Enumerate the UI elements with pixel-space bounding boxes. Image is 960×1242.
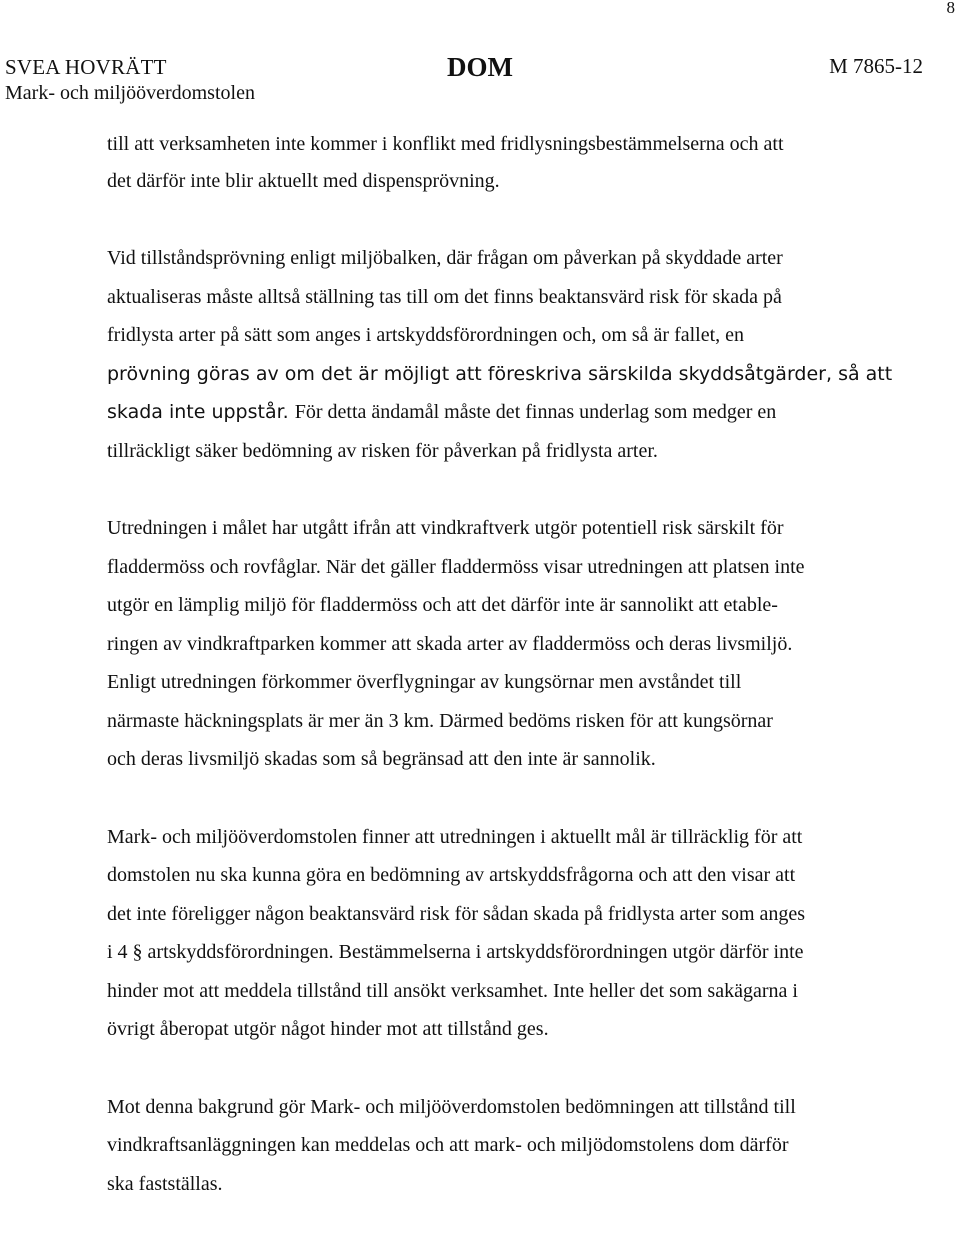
text-line <box>107 432 907 471</box>
text-line <box>107 702 907 741</box>
paragraph <box>107 239 907 470</box>
paragraph <box>107 126 907 200</box>
document-body <box>107 126 907 1242</box>
text-segment: det därför inte blir aktuellt med dispensprövning. <box>107 170 500 192</box>
text-segment: och deras livsmiljö skadas som så begränsad att den inte är sannolik. <box>107 748 656 770</box>
text-segment: Enligt utredningen förkommer överflygningar av kungsörnar men avståndet till <box>107 671 742 693</box>
text-segment: För detta ändamål måste det finnas underlag som medger en <box>294 401 777 423</box>
text-line <box>107 818 907 857</box>
text-line <box>107 586 907 625</box>
text-line <box>107 548 907 587</box>
text-line <box>107 663 907 702</box>
text-line <box>107 393 907 432</box>
text-segment: ringen av vindkraftparken kommer att skada arter av fladdermöss och deras livsmiljö. <box>107 632 793 655</box>
text-segment: skada inte uppstår. <box>107 401 295 423</box>
text-line <box>107 278 907 317</box>
text-line <box>107 740 907 779</box>
text-segment: Utredningen i målet har utgått ifrån att vindkraftverk utgör potentiell risk särskilt för <box>107 517 784 539</box>
text-line <box>107 126 907 163</box>
text-line <box>107 1165 907 1204</box>
text-line <box>107 509 907 548</box>
text-segment: prövning göras av om det är möjligt att föreskriva särskilda skyddsåtgärder, så att <box>107 362 893 385</box>
text-line <box>107 316 907 355</box>
text-line <box>107 933 907 972</box>
text-line <box>107 1010 907 1049</box>
text-segment: Mot denna bakgrund gör Mark- och miljööverdomstolen bedömningen att tillstånd till <box>107 1095 796 1118</box>
header-court-block <box>5 54 255 106</box>
text-segment: ska fastställas. <box>107 1172 223 1195</box>
text-line <box>107 972 907 1011</box>
text-line <box>107 239 907 278</box>
text-line <box>107 1088 907 1127</box>
text-line <box>107 355 907 394</box>
paragraph <box>107 509 907 779</box>
department-name: Mark- och miljööverdomstolen <box>5 82 255 104</box>
document-type: DOM <box>447 52 513 82</box>
text-line <box>107 163 907 200</box>
text-segment: aktualiseras måste alltså ställning tas till om det finns beaktansvärd risk för skada på <box>107 285 782 308</box>
text-segment: tillräckligt säker bedömning av risken för påverkan på fridlysta arter. <box>107 439 658 462</box>
text-line <box>107 625 907 664</box>
text-segment: övrigt åberopat utgör något hinder mot att tillstånd ges. <box>107 1018 549 1040</box>
text-segment: Mark- och miljööverdomstolen finner att utredningen i aktuellt mål är tillräcklig för att <box>107 825 803 848</box>
paragraph <box>107 1088 907 1204</box>
text-segment: domstolen nu ska kunna göra en bedömning av artskyddsfrågorna och att den visar att <box>107 864 796 886</box>
court-name: SVEA HOVRÄTT <box>5 55 167 79</box>
case-number: M 7865-12 <box>829 54 923 78</box>
text-segment: i 4 § artskyddsförordningen. Bestämmelserna i artskyddsförordningen utgör därför inte <box>107 941 804 963</box>
text-line <box>107 895 907 934</box>
text-segment: det inte föreligger någon beaktansvärd risk för sådan skada på fridlysta arter som anges <box>107 902 806 925</box>
text-segment: utgör en lämplig miljö för fladdermöss och att det därför inte är sannolikt att etable- <box>107 594 778 616</box>
page-number: 8 <box>946 0 955 17</box>
text-segment: vindkraftsanläggningen kan meddelas och att mark- och miljödomstolens dom därför <box>107 1134 789 1156</box>
text-line <box>107 856 907 895</box>
text-segment: till att verksamheten inte kommer i konflikt med fridlysningsbestämmelserna och att <box>107 133 784 155</box>
text-line <box>107 1126 907 1165</box>
text-segment: hinder mot att meddela tillstånd till ansökt verksamhet. Inte heller det som sakägarna i <box>107 979 798 1002</box>
paragraph <box>107 818 907 1049</box>
text-segment: närmaste häckningsplats är mer än 3 km. Därmed bedöms risken för att kungsörnar <box>107 709 773 732</box>
text-segment: Vid tillståndsprövning enligt miljöbalken, där frågan om påverkan på skyddade arter <box>107 247 783 269</box>
text-segment: fridlysta arter på sätt som anges i artskyddsförordningen och, om så är fallet, en <box>107 324 745 346</box>
text-segment: fladdermöss och rovfåglar. När det gäller fladdermöss visar utredningen att platsen inte <box>107 555 805 578</box>
